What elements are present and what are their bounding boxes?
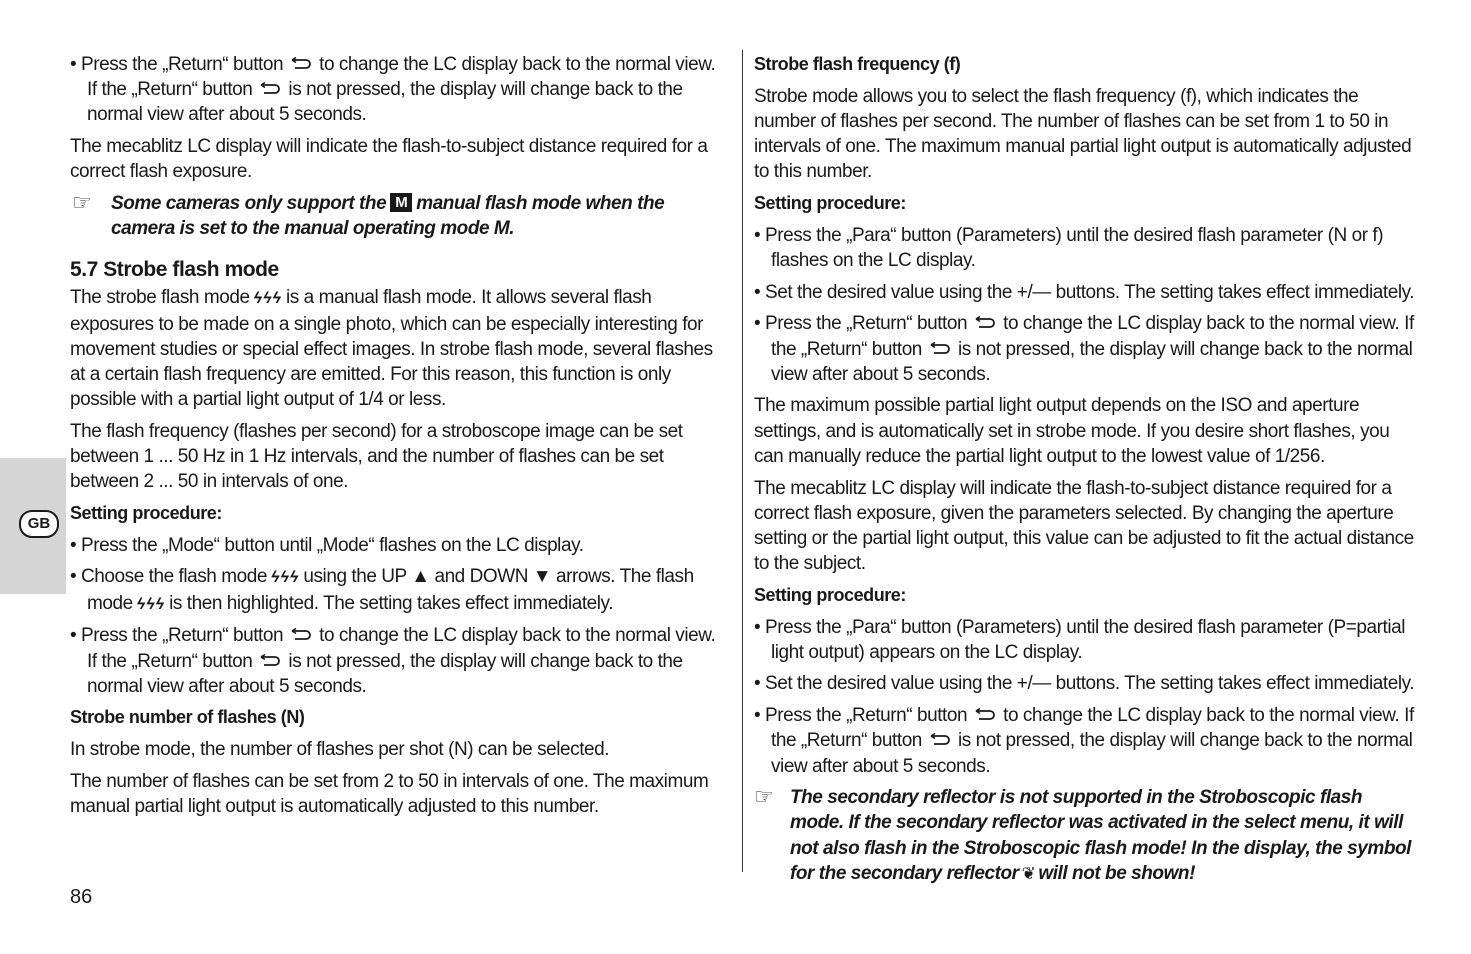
manual-mode-note: ☞ Some cameras only support the M manual flash mode when the camera is set to the manual operating mode M. bbox=[72, 190, 665, 240]
strobe-frequency-paragraph: Strobe mode allows you to select the flash frequency (f), which indicates the number of flashes per second. The number of flashes can be set from 1 to 50 in intervals of one. The maximum manual partial light output is automatically adjusted to this number. bbox=[754, 85, 1412, 183]
left-return-bullet-1: • Press the „Return“ button to change the LC display back to the normal view. If the „Return“ button is not pressed, the display will change back to the normal view after about 5 seconds. bbox=[70, 54, 716, 126]
para-button-bullet-1: • Press the „Para“ button (Parameters) until the desired flash parameter (N or f) flashes on the LC display. bbox=[754, 224, 1384, 271]
return-arrow-icon bbox=[973, 316, 997, 330]
return-arrow-icon bbox=[258, 82, 282, 96]
choose-flash-mode-bullet: • Choose the flash mode ϟϟϟ using the UP ▲ and DOWN ▼ arrows. The flash mode ϟϟϟ is then highlighted. The setting takes effect immediately. bbox=[70, 566, 694, 614]
language-badge: GB bbox=[19, 510, 59, 538]
section-heading-strobe: 5.7 Strobe flash mode bbox=[70, 258, 279, 282]
page-number: 86 bbox=[70, 886, 93, 908]
strobe-number-paragraph-2: The number of flashes can be set from 2 to 50 in intervals of one. The maximum manual partial light output is automatically adjusted to this number. bbox=[70, 770, 709, 818]
pointing-hand-icon: ☞ bbox=[72, 190, 92, 216]
distance-paragraph: The mecablitz LC display will indicate the flash-to-subject distance required for a correct flash exposure, given the parameters selected. By changing the aperture setting or the partial light output, this value can be adjusted to fit the actual distance to the subject. bbox=[754, 477, 1414, 575]
strobe-flash-icon: ϟϟϟ bbox=[253, 290, 283, 308]
right-column bbox=[754, 52, 1416, 892]
para-button-bullet-2: • Press the „Para“ button (Parameters) until the desired flash parameter (P=partial light output) appears on the LC display. bbox=[754, 616, 1405, 663]
flash-frequency-paragraph: The flash frequency (flashes per second) for a stroboscope image can be set between 1 ... 50 Hz in 1 Hz intervals, and the number of flashes can be set between 2 ... 50 in intervals of one. bbox=[70, 420, 683, 493]
pointing-hand-icon: ☞ bbox=[754, 784, 774, 810]
return-arrow-icon bbox=[289, 57, 313, 71]
strobe-flash-icon: ϟϟϟ bbox=[136, 595, 166, 613]
return-arrow-icon bbox=[289, 628, 313, 642]
manual-mode-M-icon: M bbox=[390, 193, 412, 212]
column-divider bbox=[742, 50, 743, 872]
setting-procedure-heading-2: Setting procedure: bbox=[754, 584, 906, 605]
strobe-flash-icon: ϟϟϟ bbox=[270, 569, 300, 587]
strobe-number-paragraph-1: In strobe mode, the number of flashes per shot (N) can be selected. bbox=[70, 739, 610, 761]
plus-minus-bullet-1: • Set the desired value using the +/— buttons. The setting takes effect immediately. bbox=[754, 281, 1415, 303]
return-arrow-icon bbox=[973, 708, 997, 722]
plus-minus-bullet-2: • Set the desired value using the +/— buttons. The setting takes effect immediately. bbox=[754, 673, 1415, 695]
strobe-number-heading: Strobe number of flashes (N) bbox=[70, 707, 305, 728]
partial-light-paragraph: The maximum possible partial light output depends on the ISO and aperture settings, and is automatically set in strobe mode. If you desire short flashes, you can manually reduce the partial light output to the lowest value of 1/256. bbox=[754, 395, 1390, 467]
secondary-reflector-icon: ❦ bbox=[1021, 863, 1036, 883]
mode-button-bullet: • Press the „Mode“ button until „Mode“ flashes on the LC display. bbox=[70, 534, 584, 556]
return-arrow-icon bbox=[928, 342, 952, 356]
setting-procedure-heading: Setting procedure: bbox=[70, 503, 222, 524]
right-return-bullet-2: • Press the „Return“ button to change the LC display back to the normal view. If the „Return“ button is not pressed, the display will change back to the normal view after about 5 seconds. bbox=[754, 705, 1414, 777]
right-return-bullet-1: • Press the „Return“ button to change the LC display back to the normal view. If the „Return“ button is not pressed, the display will change back to the normal view after about 5 seconds. bbox=[754, 313, 1414, 385]
strobe-intro-paragraph: The strobe flash mode ϟϟϟ is a manual flash mode. It allows several flash exposures to be made on a single photo, which can be especially interesting for movement studies or special effect images. In strobe flash mode, several flashes at a certain flash frequency are emitted. For this reason, this function is only possible with a partial light output of 1/4 or less. bbox=[70, 287, 713, 411]
secondary-reflector-note: ☞ The secondary reflector is not supported in the Stroboscopic flash mode. If the secondary reflector was activated in the select menu, it will not also flash in the Stroboscopic flash mode! In the display, the symbol for the secondary reflector ❦ will not be shown! bbox=[754, 784, 1411, 884]
left-column bbox=[70, 52, 726, 826]
return-arrow-icon bbox=[928, 733, 952, 747]
return-arrow-icon bbox=[258, 654, 282, 668]
left-return-bullet-2: • Press the „Return“ button to change the LC display back to the normal view. If the „Return“ button is not pressed, the display will change back to the normal view after about 5 seconds. bbox=[70, 625, 716, 697]
setting-procedure-heading: Setting procedure: bbox=[754, 193, 906, 214]
lc-display-paragraph: The mecablitz LC display will indicate the flash-to-subject distance required for a correct flash exposure. bbox=[70, 136, 708, 183]
strobe-frequency-heading: Strobe flash frequency (f) bbox=[754, 54, 961, 74]
